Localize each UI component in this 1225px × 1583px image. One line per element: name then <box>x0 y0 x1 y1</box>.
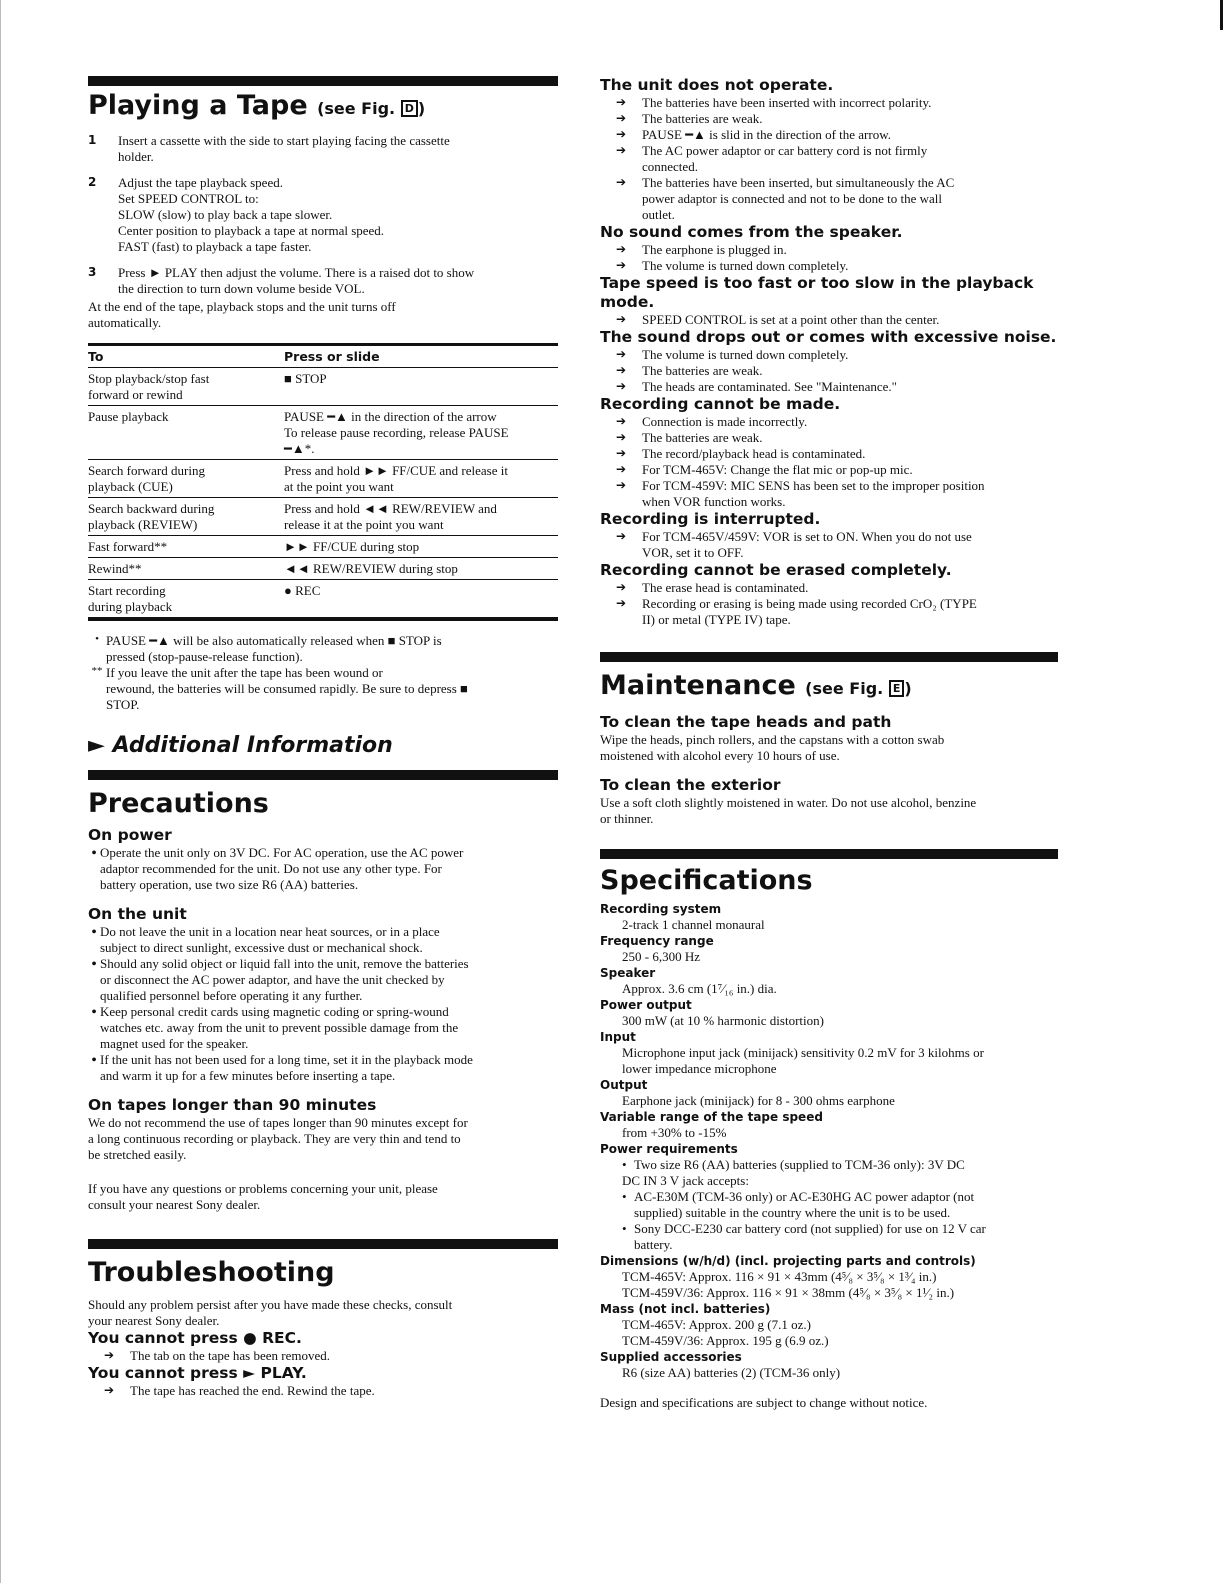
spec-value: TCM-465V: Approx. 116 × 91 × 43mm (4⁵⁄₈ × 3⁵⁄₈ × 1³⁄₄ in.) <box>622 1269 937 1284</box>
trouble-cause <box>600 175 1070 223</box>
spec-value: TCM-465V: Approx. 200 g (7.1 oz.) <box>622 1317 811 1332</box>
bullet-line: Keep personal credit cards using magnetic coding or spring-wound <box>100 1004 449 1019</box>
trouble-heading: Recording cannot be erased completely. <box>600 561 952 579</box>
bullet-line: Do not leave the unit in a location near heat sources, or in a place <box>100 924 440 939</box>
table-cell-press <box>284 580 558 618</box>
spec-value: lower impedance microphone <box>622 1061 777 1076</box>
table-row <box>88 536 558 558</box>
section-rule <box>600 849 1058 859</box>
table-row <box>88 406 558 460</box>
cell-line: Pause playback <box>88 409 169 424</box>
cause-text <box>642 242 787 258</box>
cause-line: VOR, set it to OFF. <box>642 545 744 560</box>
bullet-text <box>100 1004 458 1052</box>
trouble-cause <box>600 478 1070 510</box>
cause-line: For TCM-465V/459V: VOR is set to ON. When you do not use <box>642 529 972 544</box>
footnote-line: If you leave the unit after the tape has been wound or <box>106 665 383 680</box>
intro-line: Should any problem persist after you have made these checks, consult <box>88 1297 453 1312</box>
bullet-icon: • <box>91 845 97 862</box>
table-cell-press <box>284 536 558 558</box>
arrow-right-icon: ➔ <box>616 347 627 361</box>
cell-line: Search forward during <box>88 463 205 478</box>
table-cell-to <box>88 406 284 460</box>
table-row <box>88 498 558 536</box>
bullet-line: magnet used for the speaker. <box>100 1036 249 1051</box>
spec-heading: Recording system <box>600 902 722 916</box>
end-note-line: automatically. <box>88 315 162 330</box>
page-edge-mark <box>1220 0 1223 30</box>
trouble-cause <box>88 1383 558 1399</box>
cause-line: The tab on the tape has been removed. <box>130 1348 330 1363</box>
spec-value: R6 (size AA) batteries (2) (TCM-36 only) <box>622 1365 841 1380</box>
cause-text <box>642 478 985 510</box>
arrow-right-icon: ➔ <box>616 580 627 594</box>
cell-line: ◄◄ REW/REVIEW during stop <box>284 561 458 576</box>
spec-heading: Dimensions (w/h/d) (incl. projecting parts and controls) <box>600 1254 976 1268</box>
page-left-edge <box>0 0 1 1583</box>
bullet-line: and warm it up for a few minutes before inserting a tape. <box>100 1068 396 1083</box>
cell-line: To release pause recording, release PAUSE <box>284 425 509 440</box>
step-line: the direction to turn down volume beside VOL. <box>118 281 365 296</box>
arrow-right-icon: ➔ <box>616 430 627 444</box>
cause-text <box>642 414 807 430</box>
trouble-heading: The sound drops out or comes with excessive noise. <box>600 328 1057 346</box>
table-cell-press <box>284 406 558 460</box>
spec-value: DC IN 3 V jack accepts: <box>622 1173 749 1188</box>
intro-line: your nearest Sony dealer. <box>88 1313 220 1328</box>
cause-text <box>642 462 913 478</box>
footnote-text <box>106 665 468 713</box>
table-cell-press <box>284 498 558 536</box>
arrow-right-icon: ➔ <box>616 95 627 109</box>
precautions-closing <box>88 1181 558 1213</box>
controls-table <box>88 343 558 618</box>
footnote-line: PAUSE ━▲ will be also automatically released when ■ STOP is <box>106 633 442 648</box>
troubleshooting-title: Troubleshooting <box>88 1257 335 1288</box>
footnote-line: pressed (stop-pause-release function). <box>106 649 303 664</box>
specifications-body <box>600 901 1070 1381</box>
maintenance-heading: To clean the exterior <box>600 776 781 794</box>
cause-line: power adaptor is connected and not to be done to the wall <box>642 191 942 206</box>
cause-line: Connection is made incorrectly. <box>642 414 808 429</box>
table-cell-to <box>88 368 284 406</box>
trouble-cause <box>600 363 1070 379</box>
step-line: Set SPEED CONTROL to: <box>118 191 259 206</box>
section-rule <box>88 76 558 86</box>
cause-text <box>642 529 972 561</box>
spec-bullet <box>600 1157 1070 1173</box>
end-note-line: At the end of the tape, playback stops and the unit turns off <box>88 299 396 314</box>
trouble-cause <box>600 242 1070 258</box>
arrow-right-icon: ➔ <box>616 596 627 610</box>
trouble-cause <box>600 95 1070 111</box>
cause-text <box>642 111 763 127</box>
cause-text <box>642 127 891 143</box>
spec-line: Sony DCC-E230 car battery cord (not supplied) for use on 12 V car <box>634 1221 986 1236</box>
spec-value: 2-track 1 channel monaural <box>622 917 765 932</box>
trouble-cause <box>600 446 1070 462</box>
table-cell-press <box>284 368 558 406</box>
specifications-title: Specifications <box>600 865 813 896</box>
cell-line: ● REC <box>284 583 321 598</box>
cause-text <box>642 143 927 175</box>
table-cell-press <box>284 558 558 580</box>
spec-heading: Speaker <box>600 966 656 980</box>
spec-heading: Mass (not incl. batteries) <box>600 1302 771 1316</box>
cell-line: ►► FF/CUE during stop <box>284 539 420 554</box>
bullet-line: battery operation, use two size R6 (AA) batteries. <box>100 877 359 892</box>
precaution-heading: On the unit <box>88 905 187 923</box>
cell-line: ■ STOP <box>284 371 327 386</box>
maintenance-line: Wipe the heads, pinch rollers, and the capstans with a cotton swab <box>600 732 945 747</box>
section-rule <box>88 770 558 780</box>
arrow-right-icon: ➔ <box>616 462 627 476</box>
cell-line: at the point you want <box>284 479 394 494</box>
bullet-icon: • <box>91 1052 97 1069</box>
spec-value: from +30% to -15% <box>622 1125 727 1140</box>
cell-line: Rewind** <box>88 561 142 576</box>
cell-line: Start recording <box>88 583 166 598</box>
fig-e-icon: E <box>889 680 905 697</box>
arrow-right-icon: ➔ <box>616 379 627 393</box>
cause-line: The erase head is contaminated. <box>642 580 809 595</box>
cell-line: Stop playback/stop fast <box>88 371 210 386</box>
arrow-right-icon: ➔ <box>616 175 627 189</box>
spec-bullet-text <box>634 1157 965 1173</box>
troubleshooting-intro <box>88 1297 558 1329</box>
arrow-right-icon: ➔ <box>616 478 627 492</box>
precautions-body <box>88 826 558 1163</box>
cell-line: Search backward during <box>88 501 215 516</box>
step-number: 1 <box>88 133 97 147</box>
spec-value: Approx. 3.6 cm (1⁷⁄₁₆ in.) dia. <box>622 981 777 996</box>
table-row <box>88 368 558 406</box>
bullet-line: qualified personnel before operating it any further. <box>100 988 363 1003</box>
table-row <box>88 558 558 580</box>
step-line: Press ► PLAY then adjust the volume. There is a raised dot to show <box>118 265 475 280</box>
maintenance-body <box>600 713 1070 827</box>
precaution-bullet <box>88 1004 558 1052</box>
arrow-right-icon: ➔ <box>616 446 627 460</box>
step-line: SLOW (slow) to play back a tape slower. <box>118 207 333 222</box>
precaution-bullet <box>88 1052 558 1084</box>
spec-value: TCM-459V/36: Approx. 116 × 91 × 38mm (4⁵⁄₈ × 3⁵⁄₈ × 1¹⁄₂ in.) <box>622 1285 955 1300</box>
trouble-cause <box>88 1348 558 1364</box>
trouble-heading: Tape speed is too fast or too slow in the playback mode. <box>600 274 1034 311</box>
cause-text <box>642 258 848 274</box>
cause-line: The batteries are weak. <box>642 111 763 126</box>
table-bottom-rule <box>88 618 558 621</box>
cause-line: The volume is turned down completely. <box>642 258 849 273</box>
cause-text <box>642 596 977 628</box>
step-line: holder. <box>118 149 154 164</box>
footnote <box>88 665 558 713</box>
step-text <box>118 265 474 297</box>
troubleshooting-right-items <box>600 76 1070 628</box>
bullet-text <box>100 1052 473 1084</box>
cause-text <box>130 1348 330 1364</box>
trouble-cause <box>600 430 1070 446</box>
footnote-line: rewound, the batteries will be consumed rapidly. Be sure to depress ■ <box>106 681 468 696</box>
footnote <box>88 633 558 665</box>
precaution-line: We do not recommend the use of tapes longer than 90 minutes except for <box>88 1115 468 1130</box>
spec-heading: Power requirements <box>600 1142 738 1156</box>
arrow-right-icon: ➔ <box>616 143 627 157</box>
table-row <box>88 580 558 618</box>
trouble-heading: You cannot press ► PLAY. <box>88 1364 307 1382</box>
cause-line: PAUSE ━▲ is slid in the direction of the arrow. <box>642 127 892 142</box>
cell-line: during playback <box>88 599 173 614</box>
trouble-cause <box>600 258 1070 274</box>
cell-line: playback (CUE) <box>88 479 173 494</box>
cell-line: PAUSE ━▲ in the direction of the arrow <box>284 409 497 424</box>
bullet-line: watches etc. away from the unit to prevent possible damage from the <box>100 1020 459 1035</box>
fig-ref: (see Fig. D ) <box>317 99 426 118</box>
cell-line: ━▲*. <box>284 441 315 456</box>
cause-line: outlet. <box>642 207 675 222</box>
cause-line: The tape has reached the end. Rewind the tape. <box>130 1383 375 1398</box>
trouble-heading: Recording is interrupted. <box>600 510 821 528</box>
step-number: 2 <box>88 175 97 189</box>
cause-text <box>642 363 763 379</box>
trouble-cause <box>600 312 1070 328</box>
precaution-bullet <box>88 956 558 1004</box>
table-cell-to <box>88 498 284 536</box>
trouble-cause <box>600 379 1070 395</box>
cell-line: forward or rewind <box>88 387 183 402</box>
cause-text <box>642 175 954 223</box>
playing-end-note <box>88 299 558 331</box>
trouble-cause <box>600 347 1070 363</box>
bullet-text <box>100 845 463 893</box>
cause-line: The heads are contaminated. See "Maintenance." <box>642 379 897 394</box>
bullet-line: Should any solid object or liquid fall into the unit, remove the batteries <box>100 956 469 971</box>
bullet-line: Operate the unit only on 3V DC. For AC operation, use the AC power <box>100 845 464 860</box>
cell-line: Fast forward** <box>88 539 168 554</box>
precaution-heading: On power <box>88 826 172 844</box>
cell-line: release it at the point you want <box>284 517 444 532</box>
cause-line: Recording or erasing is being made using recorded CrO₂ (TYPE <box>642 596 977 611</box>
spec-line: battery. <box>634 1237 673 1252</box>
bullet-icon: • <box>622 1189 627 1204</box>
precaution-bullet <box>88 924 558 956</box>
playing-title: Playing a Tape (see Fig. D ) <box>88 90 426 121</box>
cell-line: Press and hold ◄◄ REW/REVIEW and <box>284 501 497 516</box>
spec-value: Earphone jack (minijack) for 8 - 300 ohms earphone <box>622 1093 895 1108</box>
bullet-line: adaptor recommended for the unit. Do not use any other type. For <box>100 861 442 876</box>
closing-line: If you have any questions or problems concerning your unit, please <box>88 1181 438 1196</box>
trouble-cause <box>600 143 1070 175</box>
footnote-text <box>106 633 442 665</box>
step-line: Center position to playback a tape at normal speed. <box>118 223 385 238</box>
bullet-line: subject to direct sunlight, excessive dust or mechanical shock. <box>100 940 423 955</box>
spec-heading: Output <box>600 1078 648 1092</box>
precaution-bullet <box>88 845 558 893</box>
table-head-to: To <box>88 345 284 368</box>
arrow-right-icon: ➔ <box>616 312 627 326</box>
additional-information-heading: ► Additional Information <box>88 733 393 758</box>
step-line: Adjust the tape playback speed. <box>118 175 283 190</box>
table-cell-to <box>88 536 284 558</box>
trouble-cause <box>600 111 1070 127</box>
arrow-right-icon: ➔ <box>616 363 627 377</box>
cause-line: connected. <box>642 159 698 174</box>
fig-d-icon: D <box>401 100 418 117</box>
spec-bullet-text <box>634 1221 986 1253</box>
spec-line: AC-E30M (TCM-36 only) or AC-E30HG AC power adaptor (not <box>634 1189 975 1204</box>
step-text <box>118 175 384 255</box>
cause-line: when VOR function works. <box>642 494 786 509</box>
section-rule <box>600 652 1058 662</box>
cause-line: For TCM-459V: MIC SENS has been set to the improper position <box>642 478 985 493</box>
cause-line: The AC power adaptor or car battery cord is not firmly <box>642 143 928 158</box>
maintenance-line: or thinner. <box>600 811 654 826</box>
arrow-right-icon: ➔ <box>616 414 627 428</box>
cause-text <box>642 580 808 596</box>
trouble-heading: No sound comes from the speaker. <box>600 223 903 241</box>
maintenance-title: Maintenance (see Fig. E ) <box>600 670 912 701</box>
section-rule <box>88 1239 558 1249</box>
footnotes <box>88 633 558 713</box>
arrow-right-icon: ➔ <box>616 242 627 256</box>
table-cell-press <box>284 460 558 498</box>
arrow-right-icon: ➔ <box>616 529 627 543</box>
spec-heading: Supplied accessories <box>600 1350 742 1364</box>
bullet-icon: • <box>622 1157 627 1172</box>
cause-line: The record/playback head is contaminated. <box>642 446 866 461</box>
cause-line: II) or metal (TYPE IV) tape. <box>642 612 791 627</box>
footnote-mark: • <box>95 633 99 645</box>
cause-line: The batteries are weak. <box>642 363 763 378</box>
trouble-cause <box>600 529 1070 561</box>
spec-heading: Power output <box>600 998 692 1012</box>
right-column <box>600 0 1070 1411</box>
playing-step <box>88 175 558 255</box>
trouble-cause <box>600 414 1070 430</box>
arrow-right-icon: ➔ <box>616 258 627 272</box>
trouble-heading: The unit does not operate. <box>600 76 834 94</box>
cause-line: The batteries have been inserted with incorrect polarity. <box>642 95 932 110</box>
troubleshooting-left-items <box>88 1329 558 1399</box>
step-line: Insert a cassette with the side to start playing facing the cassette <box>118 133 450 148</box>
arrow-right-icon: ➔ <box>616 127 627 141</box>
table-cell-to <box>88 580 284 618</box>
cause-text <box>642 379 897 395</box>
spec-heading: Input <box>600 1030 636 1044</box>
spec-heading: Variable range of the tape speed <box>600 1110 823 1124</box>
footnote-line: STOP. <box>106 697 140 712</box>
specifications-closing: Design and specifications are subject to change without notice. <box>600 1395 928 1410</box>
cause-line: SPEED CONTROL is set at a point other than the center. <box>642 312 940 327</box>
spec-value: Microphone input jack (minijack) sensitivity 0.2 mV for 3 kilohms or <box>622 1045 984 1060</box>
precaution-line: a long continuous recording or playback. They are very thin and tend to <box>88 1131 461 1146</box>
bullet-text <box>100 956 469 1004</box>
arrow-right-icon: ➔ <box>104 1383 115 1397</box>
trouble-cause <box>600 127 1070 143</box>
spec-bullet <box>600 1221 1070 1253</box>
playing-step <box>88 265 558 297</box>
table-cell-to <box>88 460 284 498</box>
step-line: FAST (fast) to playback a tape faster. <box>118 239 312 254</box>
spec-line: supplied) suitable in the country where the unit is to be used. <box>634 1205 951 1220</box>
cause-text <box>642 430 763 446</box>
bullet-icon: • <box>622 1221 627 1236</box>
cause-text <box>642 312 939 328</box>
arrow-right-icon: ➔ <box>104 1348 115 1362</box>
cause-line: The earphone is plugged in. <box>642 242 787 257</box>
table-row <box>88 460 558 498</box>
fig-ref: (see Fig. E ) <box>805 679 912 698</box>
cause-text <box>642 446 865 462</box>
precaution-line: be stretched easily. <box>88 1147 187 1162</box>
spec-value: TCM-459V/36: Approx. 195 g (6.9 oz.) <box>622 1333 829 1348</box>
bullet-line: or disconnect the AC power adaptor, and have the unit checked by <box>100 972 445 987</box>
maintenance-heading: To clean the tape heads and path <box>600 713 892 731</box>
spec-bullet <box>600 1189 1070 1221</box>
cell-line: Press and hold ►► FF/CUE and release it <box>284 463 508 478</box>
cause-line: The batteries have been inserted, but simultaneously the AC <box>642 175 955 190</box>
cause-text <box>642 347 848 363</box>
step-number: 3 <box>88 265 97 279</box>
bullet-line: If the unit has not been used for a long time, set it in the playback mode <box>100 1052 473 1067</box>
spec-bullet-text <box>634 1189 974 1221</box>
closing-line: consult your nearest Sony dealer. <box>88 1197 261 1212</box>
cause-line: The volume is turned down completely. <box>642 347 849 362</box>
footnote-mark: ** <box>91 665 103 677</box>
trouble-heading: You cannot press ● REC. <box>88 1329 302 1347</box>
spec-line: Two size R6 (AA) batteries (supplied to TCM-36 only): 3V DC <box>634 1157 965 1172</box>
bullet-icon: • <box>91 956 97 973</box>
bullet-icon: • <box>91 1004 97 1021</box>
precautions-title: Precautions <box>88 788 269 819</box>
step-text <box>118 133 450 165</box>
trouble-heading: Recording cannot be made. <box>600 395 841 413</box>
spec-value: 250 - 6,300 Hz <box>622 949 700 964</box>
bullet-text <box>100 924 440 956</box>
cause-line: The batteries are weak. <box>642 430 763 445</box>
arrow-right-icon: ➔ <box>616 111 627 125</box>
cause-text <box>130 1383 375 1399</box>
playing-step <box>88 133 558 165</box>
maintenance-line: moistened with alcohol every 10 hours of use. <box>600 748 840 763</box>
trouble-cause <box>600 580 1070 596</box>
maintenance-line: Use a soft cloth slightly moistened in water. Do not use alcohol, benzine <box>600 795 977 810</box>
cause-text <box>642 95 931 111</box>
trouble-cause <box>600 596 1070 628</box>
spec-value: 300 mW (at 10 % harmonic distortion) <box>622 1013 824 1028</box>
cell-line: playback (REVIEW) <box>88 517 198 532</box>
table-cell-to <box>88 558 284 580</box>
precaution-heading: On tapes longer than 90 minutes <box>88 1096 377 1114</box>
playing-steps <box>88 133 558 297</box>
spec-heading: Frequency range <box>600 934 714 948</box>
bullet-icon: • <box>91 924 97 941</box>
left-column <box>88 0 558 1399</box>
table-head-press: Press or slide <box>284 345 558 368</box>
cause-line: For TCM-465V: Change the flat mic or pop-up mic. <box>642 462 913 477</box>
trouble-cause <box>600 462 1070 478</box>
